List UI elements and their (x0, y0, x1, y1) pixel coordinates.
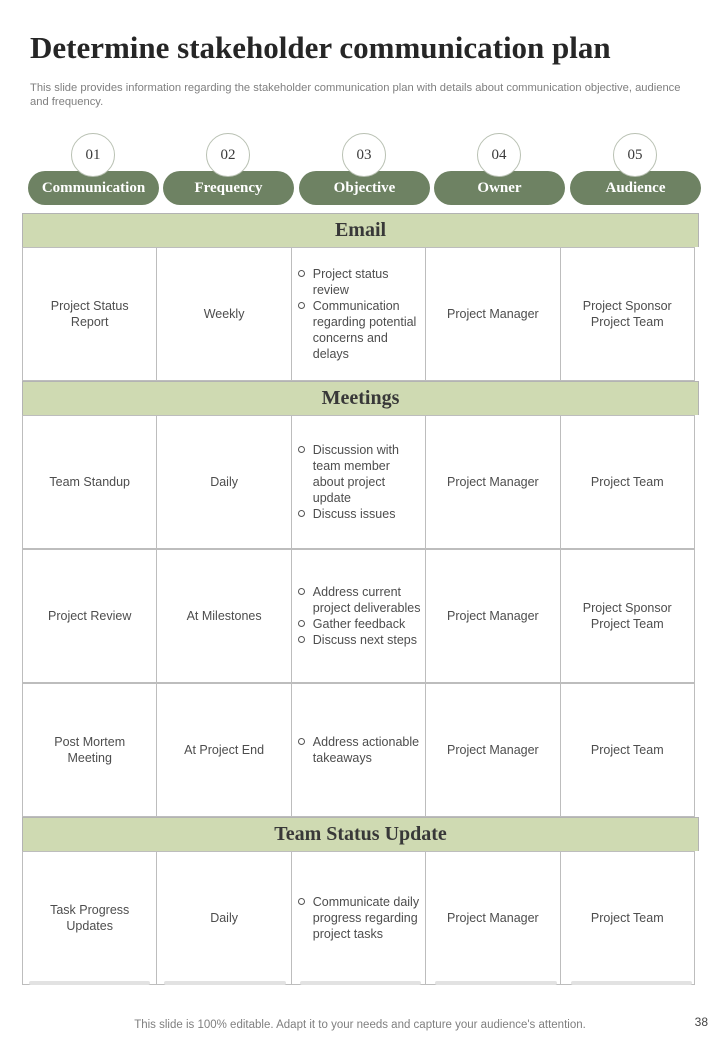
page-number: 38 (694, 1015, 708, 1029)
number-badge: 02 (206, 133, 250, 177)
cell-audience (560, 683, 695, 817)
number-badge: 05 (613, 133, 657, 177)
column-header-audience (570, 133, 701, 205)
cell-text: At Project End (184, 743, 265, 757)
cell-communication (22, 247, 157, 381)
cell-text: Project Manager (447, 609, 539, 623)
pill-communication[interactable]: Communication (28, 171, 159, 205)
objective-item: Address actionable takeaways (296, 734, 423, 766)
objective-item: Discussion with team member about project update (296, 442, 423, 506)
number-badge: 03 (342, 133, 386, 177)
cell-frequency (156, 415, 291, 549)
objective-item: Discuss issues (296, 506, 423, 522)
cell-audience (560, 415, 695, 549)
objective-item: Communication regarding potential concerns and delays (296, 298, 423, 362)
objective-list (296, 734, 423, 766)
shadow-segment (300, 981, 421, 985)
objective-item: Communicate daily progress regarding project tasks (296, 894, 423, 942)
table-row (22, 683, 699, 817)
column-header-communication (28, 133, 159, 205)
column-header-frequency (163, 133, 294, 205)
cell-text: Team Standup (49, 475, 130, 489)
cell-text: Weekly (203, 307, 245, 321)
cell-text: Project Sponsor Project Team (582, 299, 672, 329)
objective-list (296, 266, 423, 362)
column-header-objective (299, 133, 430, 205)
cell-owner (425, 247, 560, 381)
cell-text: At Milestones (186, 609, 262, 623)
objective-list (296, 584, 423, 648)
cell-owner (425, 683, 560, 817)
cell-text: Project Team (590, 743, 664, 757)
cell-audience (560, 247, 695, 381)
cell-text: Daily (210, 475, 238, 489)
page-title: Determine stakeholder communication plan (30, 30, 611, 65)
cell-frequency (156, 549, 291, 683)
pill-audience[interactable]: Audience (570, 171, 701, 205)
objective-item: Discuss next steps (296, 632, 423, 648)
cell-objectives (291, 683, 426, 817)
section-header: Email (22, 213, 699, 247)
cell-text: Project Sponsor Project Team (582, 601, 672, 631)
table-row (22, 247, 699, 381)
pill-owner[interactable]: Owner (434, 171, 565, 205)
cell-communication (22, 415, 157, 549)
pill-frequency[interactable]: Frequency (163, 171, 294, 205)
objective-item: Project status review (296, 266, 423, 298)
cell-text: Post Mortem Meeting (54, 735, 126, 765)
cell-text: Project Status Report (50, 299, 129, 329)
column-header-bar (28, 133, 700, 205)
table-row (22, 549, 699, 683)
pill-objective[interactable]: Objective (299, 171, 430, 205)
cell-audience (560, 851, 695, 985)
cell-text: Project Review (48, 609, 132, 623)
table-row (22, 851, 699, 985)
cell-objectives (291, 851, 426, 985)
shadow-segment (164, 981, 285, 985)
footer-note: This slide is 100% editable. Adapt it to your needs and capture your audience's attention. (134, 1019, 586, 1031)
cell-text: Project Manager (447, 307, 539, 321)
column-header-owner (434, 133, 565, 205)
cell-objectives (291, 549, 426, 683)
cell-text: Task Progress Updates (50, 903, 130, 933)
cell-text: Project Team (590, 475, 664, 489)
cell-communication (22, 683, 157, 817)
cell-text: Project Manager (447, 743, 539, 757)
cell-owner (425, 549, 560, 683)
cell-owner (425, 851, 560, 985)
table-row (22, 415, 699, 549)
shadow-segment (29, 981, 150, 985)
cell-communication (22, 851, 157, 985)
objective-list (296, 442, 423, 522)
cell-text: Project Team (590, 911, 664, 925)
cell-objectives (291, 415, 426, 549)
shadow-segment (571, 981, 692, 985)
page-subtitle: This slide provides information regarding the stakeholder communication plan with details about communication objective, audience and frequency. (30, 82, 681, 108)
communication-plan-table (22, 213, 699, 985)
cell-text: Daily (210, 911, 238, 925)
cell-communication (22, 549, 157, 683)
section-header: Meetings (22, 381, 699, 415)
cell-frequency (156, 247, 291, 381)
objective-list (296, 894, 423, 942)
objective-item: Gather feedback (296, 616, 423, 632)
cell-owner (425, 415, 560, 549)
cell-text: Project Manager (447, 911, 539, 925)
shadow-segment (435, 981, 556, 985)
cell-audience (560, 549, 695, 683)
number-badge: 01 (71, 133, 115, 177)
cell-objectives (291, 247, 426, 381)
number-badge: 04 (477, 133, 521, 177)
section-header: Team Status Update (22, 817, 699, 851)
cell-frequency (156, 851, 291, 985)
cell-frequency (156, 683, 291, 817)
cell-text: Project Manager (447, 475, 539, 489)
objective-item: Address current project deliverables (296, 584, 423, 616)
table-bottom-shadow (22, 981, 699, 985)
